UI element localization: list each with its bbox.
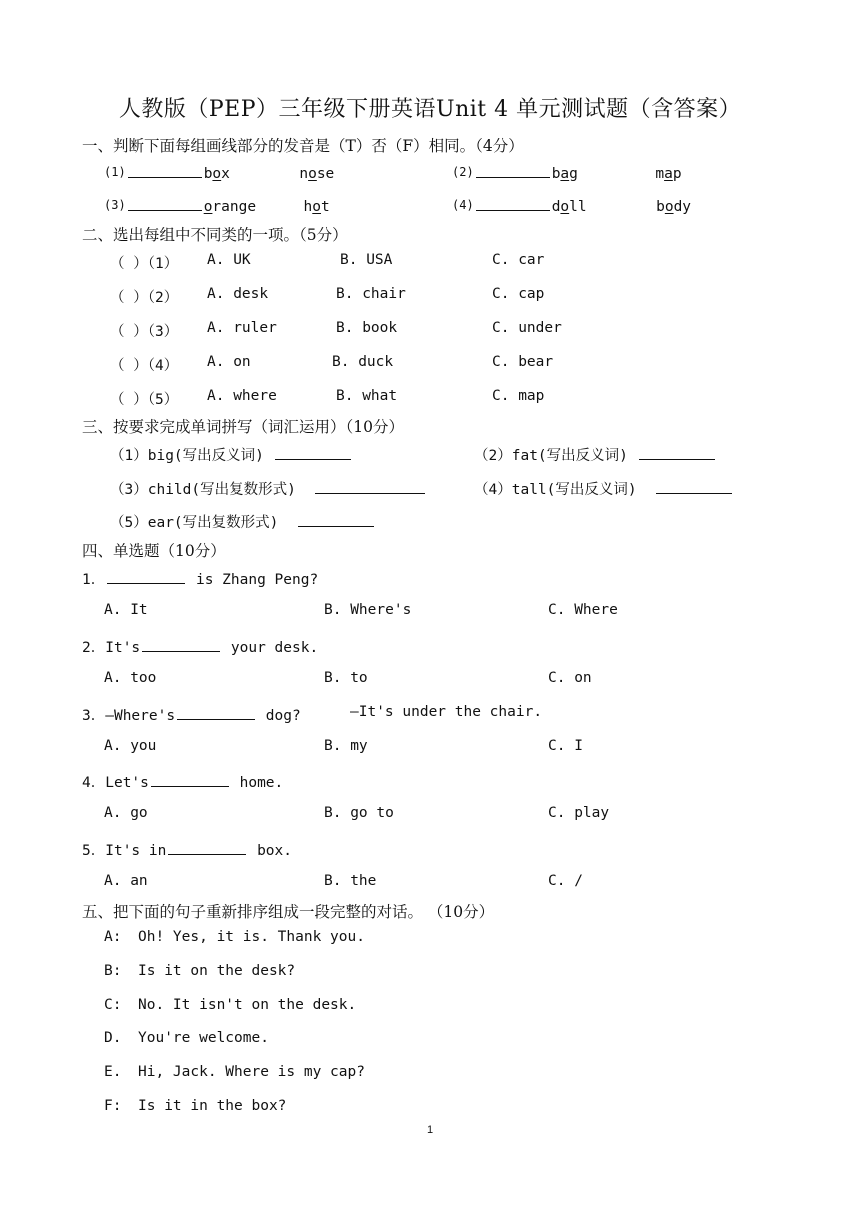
mc-option-2b[interactable]: B. to <box>324 670 368 686</box>
classify-item-3-a: A. ruler <box>207 320 277 336</box>
classify-item-5-paren: （ ）（5） <box>110 392 179 408</box>
classify-item-5-b: B. what <box>336 388 398 404</box>
dialogue-letter-d: D. <box>104 1030 122 1046</box>
spelling-item-3: （3）child(写出复数形式) <box>110 478 427 499</box>
answer-blank[interactable] <box>128 196 202 211</box>
classify-item-3-b: B. book <box>336 320 398 336</box>
mc-question-3: 3．—Where's dog? <box>82 704 301 725</box>
classify-item-2-c: C. cap <box>492 286 545 302</box>
classify-item-1-paren: （ ）（1） <box>110 256 179 272</box>
dialogue-text-e: Hi, Jack. Where is my cap? <box>138 1064 365 1080</box>
mc-question-5: 5．It's in box. <box>82 839 292 860</box>
section-1-heading: 一、判断下面每组画线部分的发音是（T）否（F）相同。（4分） <box>82 137 524 155</box>
classify-item-3-paren: （ ）（3） <box>110 324 179 340</box>
dialogue-letter-e: E. <box>104 1064 122 1080</box>
mc-option-2a[interactable]: A. too <box>104 670 157 686</box>
dialogue-text-b: Is it on the desk? <box>138 963 296 979</box>
dialogue-letter-a: A: <box>104 929 122 945</box>
pronunciation-item-4: (4) doll body <box>452 198 692 215</box>
classify-item-4-c: C. bear <box>492 354 554 370</box>
mc-question-4: 4．Let's home. <box>82 771 283 792</box>
classify-item-2-b: B. chair <box>336 286 406 302</box>
dialogue-text-c: No. It isn't on the desk. <box>138 997 357 1013</box>
spelling-item-5: （5）ear(写出复数形式) <box>110 511 376 532</box>
classify-item-1-c: C. car <box>492 252 545 268</box>
mc-question-1: 1． is Zhang Peng? <box>82 568 318 589</box>
section-3-heading: 三、按要求完成单词拼写（词汇运用）（10分） <box>82 418 404 436</box>
classify-item-5-a: A. where <box>207 388 277 404</box>
answer-blank[interactable] <box>151 772 229 787</box>
answer-blank[interactable] <box>476 196 550 211</box>
answer-blank[interactable] <box>656 479 732 494</box>
mc-option-1b[interactable]: B. Where's <box>324 602 412 618</box>
classify-item-4-b: B. duck <box>332 354 394 370</box>
classify-item-1-a: A. UK <box>207 252 251 268</box>
classify-item-4-paren: （ ）（4） <box>110 358 179 374</box>
mc-option-3c[interactable]: C. I <box>548 738 583 754</box>
mc-option-5b[interactable]: B. the <box>324 873 377 889</box>
mc-option-5c[interactable]: C. / <box>548 873 583 889</box>
pronunciation-item-3: (3) orange hot <box>104 198 330 215</box>
answer-blank[interactable] <box>128 163 202 178</box>
classify-item-2-paren: （ ）（2） <box>110 290 179 306</box>
answer-blank[interactable] <box>298 512 374 527</box>
pronunciation-item-1: (1) box nose <box>104 165 335 182</box>
mc-option-3a[interactable]: A. you <box>104 738 157 754</box>
mc-option-3b[interactable]: B. my <box>324 738 368 754</box>
pronunciation-item-2: (2) bag map <box>452 165 682 182</box>
mc-option-2c[interactable]: C. on <box>548 670 592 686</box>
mc-option-5a[interactable]: A. an <box>104 873 148 889</box>
spelling-item-2: （2）fat(写出反义词) <box>474 444 717 465</box>
section-2-heading: 二、选出每组中不同类的一项。（5分） <box>82 226 348 244</box>
dialogue-text-a: Oh! Yes, it is. Thank you. <box>138 929 365 945</box>
dialogue-letter-f: F: <box>104 1098 122 1114</box>
page-title: 人教版（PEP）三年级下册英语Unit 4 单元测试题（含答案） <box>118 97 742 122</box>
mc-option-1a[interactable]: A. It <box>104 602 148 618</box>
dialogue-text-d: You're welcome. <box>138 1030 269 1046</box>
page-number: 1 <box>426 1124 434 1136</box>
classify-item-1-b: B. USA <box>340 252 393 268</box>
classify-item-2-a: A. desk <box>207 286 269 302</box>
section-5-heading: 五、把下面的句子重新排序组成一段完整的对话。 （10分） <box>82 903 495 921</box>
mc-option-4b[interactable]: B. go to <box>324 805 394 821</box>
dialogue-letter-c: C: <box>104 997 122 1013</box>
answer-blank[interactable] <box>476 163 550 178</box>
mc-option-4c[interactable]: C. play <box>548 805 610 821</box>
classify-item-3-c: C. under <box>492 320 562 336</box>
section-4-heading: 四、单选题（10分） <box>82 542 226 560</box>
mc-option-4a[interactable]: A. go <box>104 805 148 821</box>
answer-blank[interactable] <box>315 479 425 494</box>
spelling-item-4: （4）tall(写出反义词) <box>474 478 734 499</box>
answer-blank[interactable] <box>107 569 185 584</box>
answer-blank[interactable] <box>168 840 246 855</box>
answer-blank[interactable] <box>639 445 715 460</box>
dialogue-text-f: Is it in the box? <box>138 1098 287 1114</box>
classify-item-5-c: C. map <box>492 388 545 404</box>
answer-blank[interactable] <box>275 445 351 460</box>
classify-item-4-a: A. on <box>207 354 251 370</box>
answer-blank[interactable] <box>142 637 220 652</box>
mc-question-2: 2．It's your desk. <box>82 636 318 657</box>
dialogue-letter-b: B: <box>104 963 122 979</box>
mc-option-1c[interactable]: C. Where <box>548 602 618 618</box>
mc-question-3-reply: —It's under the chair. <box>350 704 543 720</box>
spelling-item-1: （1）big(写出反义词) <box>110 444 353 465</box>
answer-blank[interactable] <box>177 705 255 720</box>
